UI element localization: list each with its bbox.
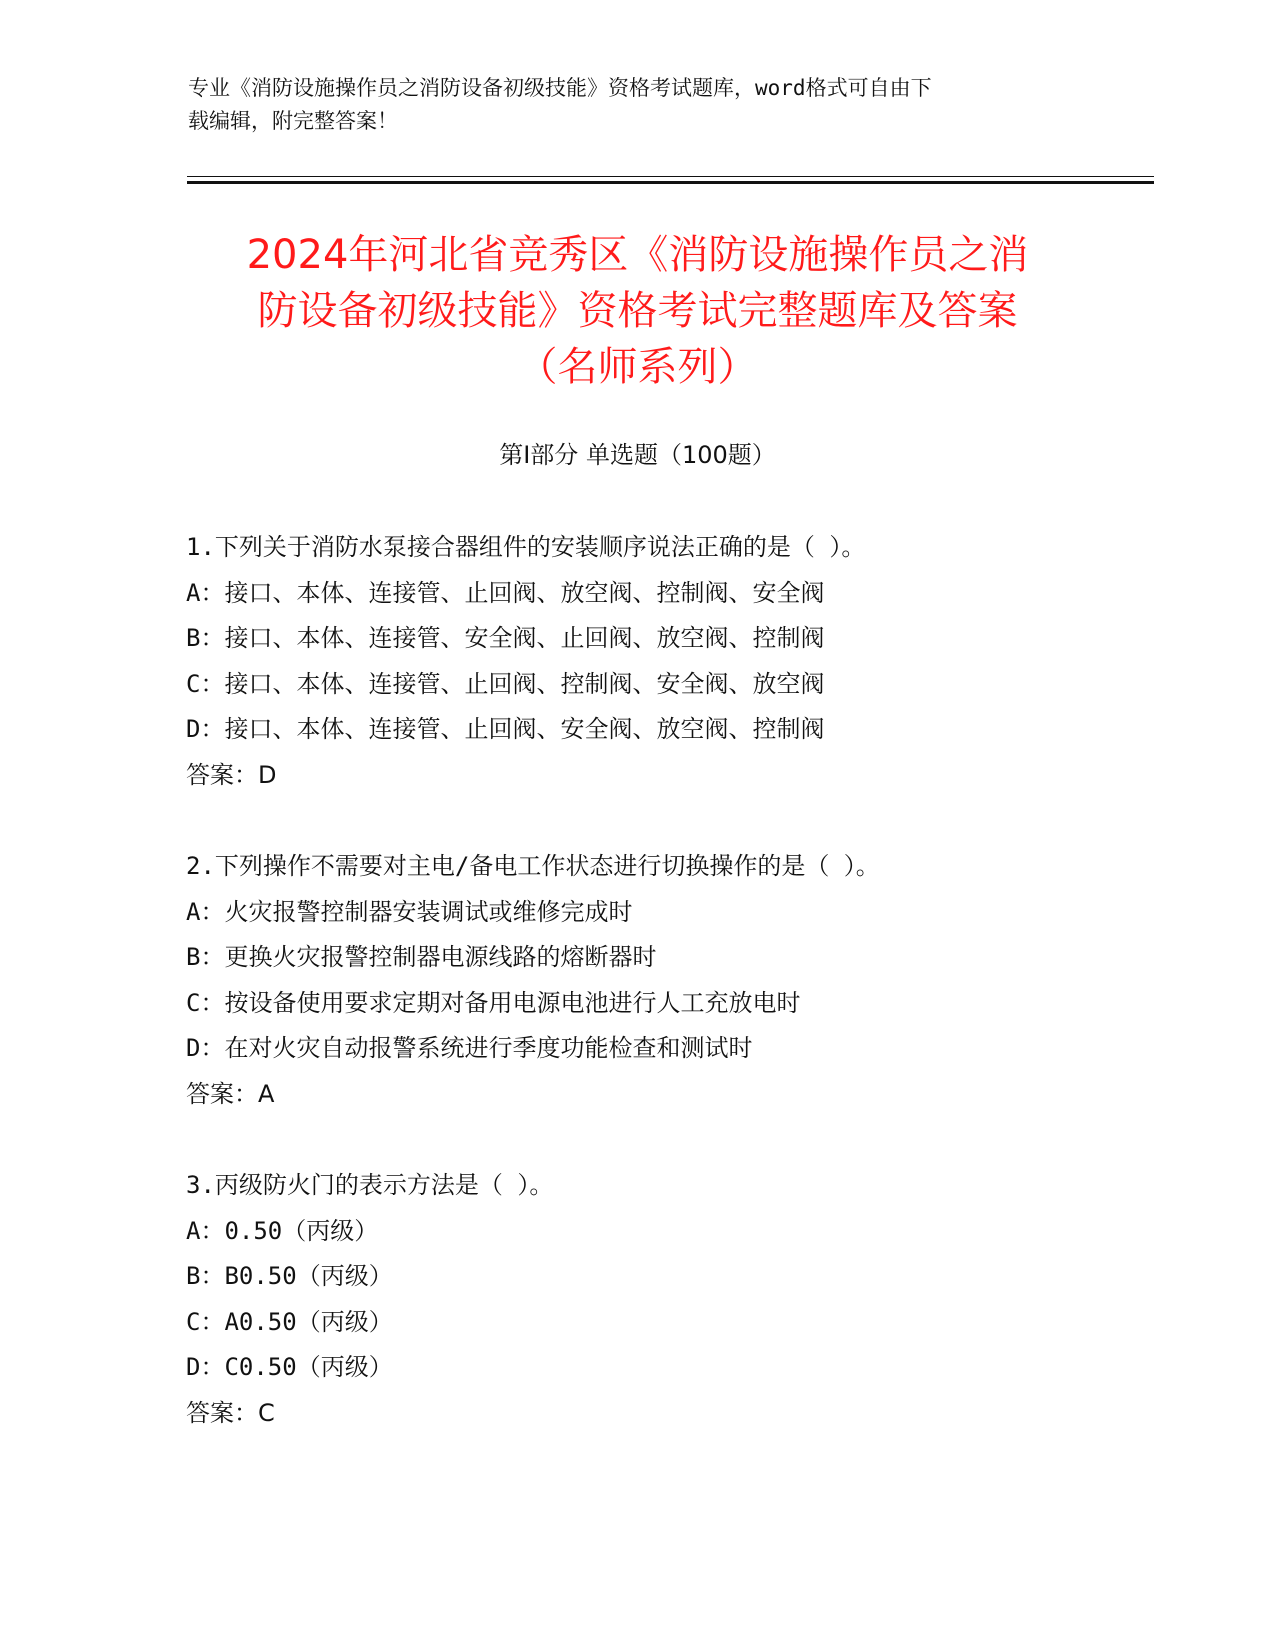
- question-stem: 2.下列操作不需要对主电/备电工作状态进行切换操作的是（ ）。: [186, 852, 880, 880]
- title-line-3: （名师系列）: [517, 344, 758, 390]
- option-d: D：接口、本体、连接管、止回阀、安全阀、放空阀、控制阀: [186, 715, 825, 743]
- answer-line: 答案：C: [186, 1398, 275, 1427]
- section-heading: 第I部分 单选题（100题）: [499, 441, 776, 469]
- option-a: A：火灾报警控制器安装调试或维修完成时: [186, 897, 633, 926]
- header-divider-thin: [187, 176, 1154, 177]
- document-title: [170, 227, 1105, 395]
- title-line-1: 2024年河北省竞秀区《消防设施操作员之消: [246, 232, 1029, 278]
- option-d: D：C0.50（丙级）: [186, 1353, 393, 1381]
- question-stem: 3.丙级防火门的表示方法是（ ）。: [186, 1171, 554, 1199]
- question-stem: 1.下列关于消防水泵接合器组件的安装顺序说法正确的是（ ）。: [186, 533, 866, 561]
- answer-line: 答案：A: [186, 1079, 275, 1108]
- question-block: [186, 1163, 1106, 1436]
- question-block: [186, 525, 1106, 798]
- answer-line: 答案：D: [186, 760, 277, 789]
- option-c: C：A0.50（丙级）: [186, 1307, 393, 1336]
- option-d: D：在对火灾自动报警系统进行季度功能检查和测试时: [186, 1034, 753, 1062]
- header-note: [188, 72, 1088, 138]
- option-b: B：B0.50（丙级）: [186, 1262, 393, 1290]
- option-a: A：0.50（丙级）: [186, 1216, 379, 1245]
- option-a: A：接口、本体、连接管、止回阀、放空阀、控制阀、安全阀: [186, 578, 825, 607]
- option-b: B：接口、本体、连接管、安全阀、止回阀、放空阀、控制阀: [186, 624, 825, 652]
- option-c: C：按设备使用要求定期对备用电源电池进行人工充放电时: [186, 988, 801, 1017]
- option-b: B：更换火灾报警控制器电源线路的熔断器时: [186, 943, 657, 971]
- header-divider-thick: [187, 181, 1154, 184]
- title-line-2: 防设备初级技能》资格考试完整题库及答案: [257, 288, 1018, 334]
- header-note-line-2: 载编辑，附完整答案！: [188, 109, 398, 133]
- header-note-line-1: 专业《消防设施操作员之消防设备初级技能》资格考试题库，word格式可自由下: [188, 76, 932, 100]
- question-block: [186, 844, 1106, 1117]
- option-c: C：接口、本体、连接管、止回阀、控制阀、安全阀、放空阀: [186, 669, 825, 698]
